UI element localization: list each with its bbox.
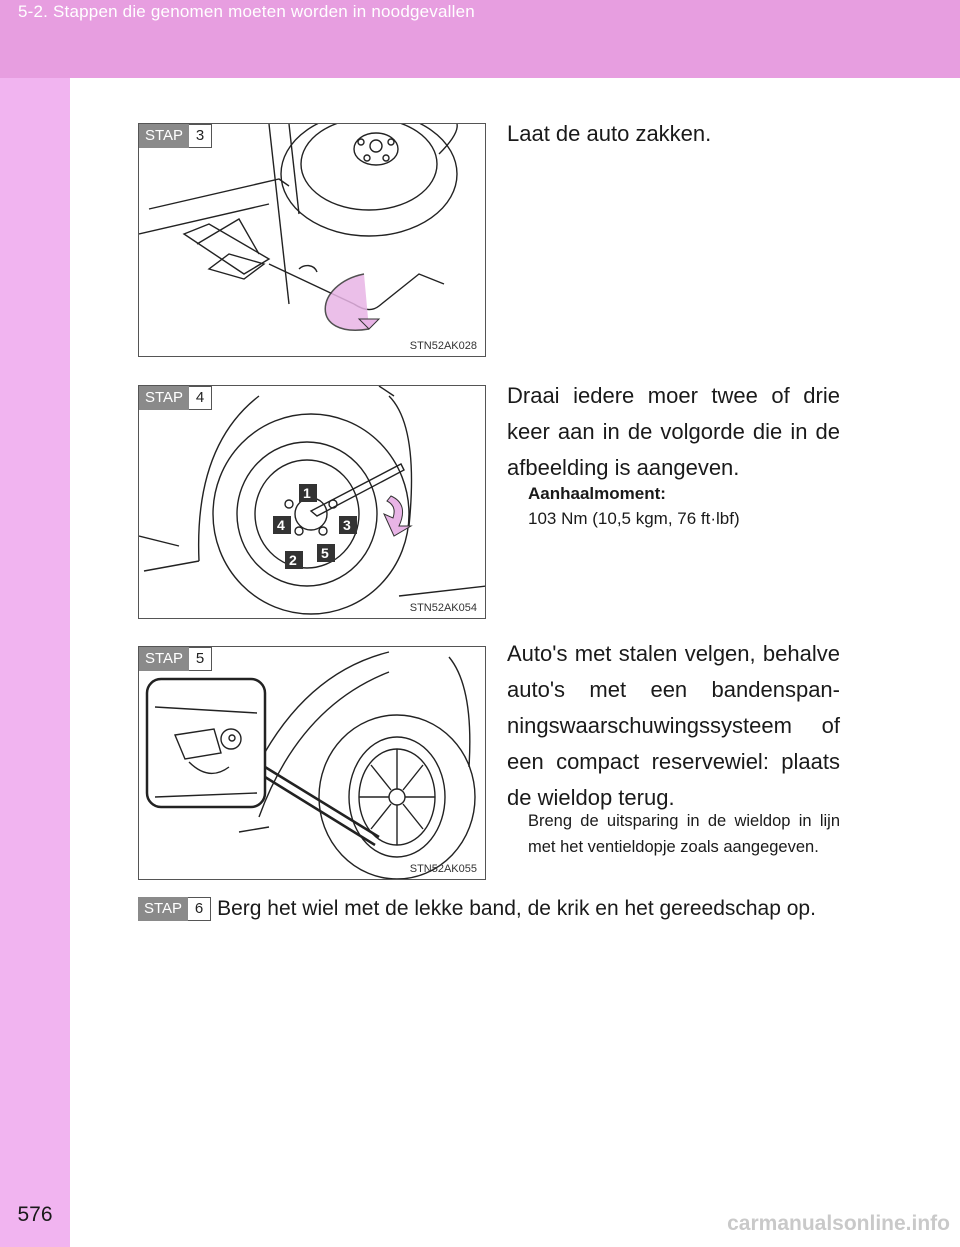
- section-title: 5-2. Stappen die genomen moeten worden in noodgevallen: [18, 2, 475, 21]
- step-badge-3: [139, 124, 212, 148]
- step-5-note: Breng de uitsparing in de wieldop in lijn met het ventieldopje zoals aangegeven.: [528, 812, 840, 856]
- step-badge-5: [139, 647, 212, 671]
- step-badge-6: [138, 897, 211, 921]
- step-word: STAP: [139, 386, 189, 410]
- figure-code: STN52AK028: [409, 340, 477, 352]
- torque-label: Aanhaalmoment:: [528, 484, 666, 503]
- step-5-text: Auto's met stalen velgen, behalve auto's met een bandenspan-ningswaarschuwingssysteem of een compact reservewiel: plaats de wieldop terug.: [507, 641, 840, 810]
- nut-label-2: 2: [289, 552, 297, 568]
- watermark: carmanualsonline.info: [727, 1212, 950, 1235]
- nut-label-1: 1: [303, 485, 311, 501]
- figure-code: STN52AK055: [409, 863, 477, 875]
- hubcap-illustration: [139, 647, 486, 880]
- jack-illustration: [139, 124, 486, 357]
- step-word: STAP: [138, 897, 188, 921]
- nut-label-3: 3: [343, 517, 351, 533]
- step-6-text: Berg het wiel met de lekke band, de krik en het gereedschap op.: [217, 897, 816, 920]
- step-number: 6: [188, 897, 211, 921]
- wheel-nuts-illustration: [139, 386, 486, 619]
- nut-label-5: 5: [321, 545, 329, 561]
- step-word: STAP: [139, 647, 189, 671]
- step-6-row: [138, 894, 816, 924]
- step-word: STAP: [139, 124, 189, 148]
- page-number: 576: [17, 1203, 53, 1226]
- step-4-text: Draai iedere moer twee of drie keer aan in de volgorde die in de afbeelding is aangeven.: [507, 383, 840, 480]
- page-header: [0, 0, 960, 78]
- step-badge-4: [139, 386, 212, 410]
- torque-value: 103 Nm (10,5 kgm, 76 ft·lbf): [528, 509, 740, 528]
- figure-tighten-nuts: [138, 385, 486, 619]
- side-strip: [0, 78, 70, 1247]
- figure-lower-car: [138, 123, 486, 357]
- step-number: 3: [189, 124, 212, 148]
- figure-hubcap: [138, 646, 486, 880]
- step-number: 5: [189, 647, 212, 671]
- figure-code: STN52AK054: [409, 602, 477, 614]
- step-3-text: Laat de auto zakken.: [507, 121, 712, 146]
- step-number: 4: [189, 386, 212, 410]
- nut-label-4: 4: [277, 517, 285, 533]
